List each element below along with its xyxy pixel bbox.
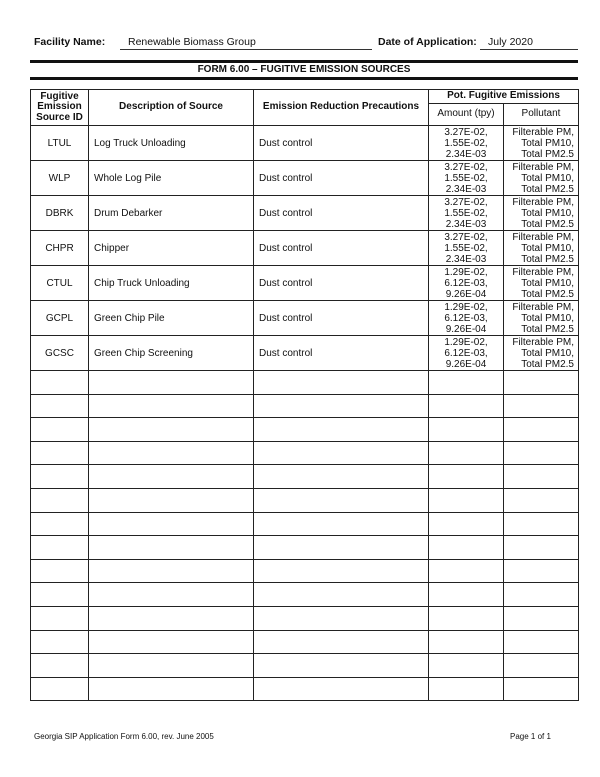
- date-of-application-field[interactable]: July 2020: [480, 36, 578, 50]
- blank-cell[interactable]: [429, 536, 504, 560]
- blank-table-row: [31, 583, 579, 607]
- blank-cell[interactable]: [429, 583, 504, 607]
- blank-cell[interactable]: [254, 441, 429, 465]
- source-id-cell[interactable]: CHPR: [31, 231, 89, 266]
- blank-cell[interactable]: [89, 654, 254, 678]
- pollutant-line: Filterable PM,: [512, 301, 574, 313]
- pollutant-line: Total PM2.5: [521, 358, 574, 370]
- source-id-cell[interactable]: GCSC: [31, 336, 89, 371]
- blank-cell[interactable]: [89, 559, 254, 583]
- pollutant-line: Total PM10,: [521, 347, 574, 359]
- source-id-cell[interactable]: GCPL: [31, 301, 89, 336]
- blank-table-row: [31, 418, 579, 442]
- blank-cell[interactable]: [504, 536, 579, 560]
- blank-table-row: [31, 441, 579, 465]
- blank-cell[interactable]: [429, 488, 504, 512]
- blank-cell[interactable]: [254, 677, 429, 701]
- blank-table-row: [31, 512, 579, 536]
- blank-cell[interactable]: [89, 606, 254, 630]
- facility-name-label: Facility Name:: [34, 36, 106, 48]
- amount-cell[interactable]: [429, 196, 504, 231]
- blank-cell[interactable]: [89, 677, 254, 701]
- pollutant-line: Filterable PM,: [512, 266, 574, 278]
- pollutant-cell[interactable]: [504, 266, 579, 301]
- amount-line: 6.12E-03,: [444, 277, 488, 289]
- blank-cell[interactable]: [89, 418, 254, 442]
- col-header-description: Description of Source: [89, 90, 254, 126]
- table-row: [31, 301, 579, 336]
- amount-line: 9.26E-04: [445, 288, 487, 300]
- blank-cell[interactable]: [31, 559, 89, 583]
- blank-cell[interactable]: [429, 465, 504, 489]
- blank-cell[interactable]: [31, 630, 89, 654]
- col-header-amount: Amount (tpy): [429, 104, 504, 126]
- blank-cell[interactable]: [254, 512, 429, 536]
- table-row: [31, 126, 579, 161]
- col-header-pot-fugitive-emissions: Pot. Fugitive Emissions: [429, 90, 579, 104]
- blank-cell[interactable]: [429, 371, 504, 395]
- amount-cell[interactable]: [429, 266, 504, 301]
- blank-table-row: [31, 465, 579, 489]
- blank-cell[interactable]: [89, 465, 254, 489]
- precautions-cell[interactable]: Dust control: [254, 231, 429, 266]
- amount-line: 1.29E-02,: [444, 266, 488, 278]
- col-header-pollutant: Pollutant: [504, 104, 579, 126]
- blank-table-row: [31, 606, 579, 630]
- blank-cell[interactable]: [31, 606, 89, 630]
- amount-line: 3.27E-02,: [444, 196, 488, 208]
- blank-cell[interactable]: [429, 677, 504, 701]
- pollutant-line: Total PM2.5: [521, 288, 574, 300]
- blank-cell[interactable]: [254, 371, 429, 395]
- amount-line: 1.55E-02,: [444, 172, 488, 184]
- table-row: [31, 196, 579, 231]
- amount-line: 1.55E-02,: [444, 207, 488, 219]
- blank-cell[interactable]: [504, 394, 579, 418]
- amount-line: 3.27E-02,: [444, 126, 488, 138]
- blank-cell[interactable]: [89, 488, 254, 512]
- description-cell[interactable]: Drum Debarker: [89, 196, 254, 231]
- source-id-cell[interactable]: DBRK: [31, 196, 89, 231]
- blank-cell[interactable]: [31, 418, 89, 442]
- pollutant-cell[interactable]: [504, 161, 579, 196]
- blank-cell[interactable]: [504, 418, 579, 442]
- amount-line: 6.12E-03,: [444, 347, 488, 359]
- blank-cell[interactable]: [254, 583, 429, 607]
- pollutant-line: Total PM10,: [521, 172, 574, 184]
- blank-table-row: [31, 488, 579, 512]
- blank-cell[interactable]: [504, 654, 579, 678]
- form-revision-footer: Georgia SIP Application Form 6.00, rev. June 2005: [34, 732, 214, 741]
- blank-cell[interactable]: [504, 465, 579, 489]
- amount-cell[interactable]: [429, 231, 504, 266]
- pollutant-line: Filterable PM,: [512, 161, 574, 173]
- amount-cell[interactable]: [429, 336, 504, 371]
- blank-table-row: [31, 630, 579, 654]
- blank-cell[interactable]: [254, 465, 429, 489]
- pollutant-cell[interactable]: [504, 126, 579, 161]
- blank-cell[interactable]: [504, 512, 579, 536]
- date-of-application-label: Date of Application:: [378, 36, 477, 48]
- amount-line: 6.12E-03,: [444, 312, 488, 324]
- blank-cell[interactable]: [254, 654, 429, 678]
- pollutant-line: Total PM10,: [521, 242, 574, 254]
- blank-cell[interactable]: [89, 630, 254, 654]
- pollutant-line: Total PM10,: [521, 277, 574, 289]
- blank-cell[interactable]: [429, 418, 504, 442]
- amount-line: 2.34E-03: [445, 148, 487, 160]
- description-cell[interactable]: Log Truck Unloading: [89, 126, 254, 161]
- fugitive-emissions-table: [30, 89, 579, 701]
- blank-table-row: [31, 371, 579, 395]
- facility-name-field[interactable]: Renewable Biomass Group: [120, 36, 372, 50]
- pollutant-line: Filterable PM,: [512, 336, 574, 348]
- amount-cell[interactable]: [429, 161, 504, 196]
- description-cell[interactable]: Whole Log Pile: [89, 161, 254, 196]
- amount-line: 2.34E-03: [445, 183, 487, 195]
- blank-cell[interactable]: [504, 677, 579, 701]
- form-title: FORM 6.00 – FUGITIVE EMISSION SOURCES: [197, 64, 411, 75]
- blank-cell[interactable]: [504, 441, 579, 465]
- blank-cell[interactable]: [254, 559, 429, 583]
- pollutant-line: Total PM10,: [521, 137, 574, 149]
- col-header-precautions: Emission Reduction Precautions: [254, 90, 429, 126]
- description-cell[interactable]: Chip Truck Unloading: [89, 266, 254, 301]
- blank-table-row: [31, 677, 579, 701]
- precautions-cell[interactable]: Dust control: [254, 336, 429, 371]
- blank-cell[interactable]: [504, 630, 579, 654]
- blank-cell[interactable]: [31, 583, 89, 607]
- pollutant-cell[interactable]: [504, 336, 579, 371]
- pollutant-line: Total PM2.5: [521, 183, 574, 195]
- blank-cell[interactable]: [504, 583, 579, 607]
- pollutant-line: Total PM2.5: [521, 253, 574, 265]
- blank-table-row: [31, 559, 579, 583]
- pollutant-line: Total PM2.5: [521, 323, 574, 335]
- amount-line: 9.26E-04: [445, 323, 487, 335]
- precautions-cell[interactable]: Dust control: [254, 196, 429, 231]
- pollutant-line: Total PM2.5: [521, 218, 574, 230]
- blank-cell[interactable]: [429, 512, 504, 536]
- amount-line: 9.26E-04: [445, 358, 487, 370]
- blank-cell[interactable]: [31, 371, 89, 395]
- precautions-cell[interactable]: Dust control: [254, 301, 429, 336]
- source-id-cell[interactable]: CTUL: [31, 266, 89, 301]
- pollutant-cell[interactable]: [504, 231, 579, 266]
- title-rule-top: [30, 60, 578, 63]
- blank-cell[interactable]: [254, 488, 429, 512]
- blank-cell[interactable]: [254, 536, 429, 560]
- blank-cell[interactable]: [504, 559, 579, 583]
- col-header-source-id: Fugitive Emission Source ID: [31, 90, 89, 126]
- description-cell[interactable]: Green Chip Pile: [89, 301, 254, 336]
- table-row: [31, 161, 579, 196]
- blank-cell[interactable]: [504, 606, 579, 630]
- amount-line: 1.29E-02,: [444, 301, 488, 313]
- blank-cell[interactable]: [89, 583, 254, 607]
- pollutant-line: Total PM2.5: [521, 148, 574, 160]
- blank-cell[interactable]: [429, 606, 504, 630]
- amount-cell[interactable]: [429, 301, 504, 336]
- precautions-cell[interactable]: Dust control: [254, 266, 429, 301]
- blank-cell[interactable]: [31, 677, 89, 701]
- table-row: [31, 336, 579, 371]
- precautions-cell[interactable]: Dust control: [254, 161, 429, 196]
- title-rule-bottom: [30, 77, 578, 80]
- blank-cell[interactable]: [31, 512, 89, 536]
- blank-cell[interactable]: [31, 465, 89, 489]
- form-header: [34, 36, 578, 52]
- blank-cell[interactable]: [31, 654, 89, 678]
- amount-line: 3.27E-02,: [444, 231, 488, 243]
- blank-cell[interactable]: [254, 418, 429, 442]
- blank-cell[interactable]: [254, 606, 429, 630]
- blank-cell[interactable]: [429, 441, 504, 465]
- amount-line: 3.27E-02,: [444, 161, 488, 173]
- blank-cell[interactable]: [89, 441, 254, 465]
- table-row: [31, 231, 579, 266]
- pollutant-line: Filterable PM,: [512, 231, 574, 243]
- pollutant-cell[interactable]: [504, 301, 579, 336]
- blank-cell[interactable]: [504, 488, 579, 512]
- source-id-cell[interactable]: LTUL: [31, 126, 89, 161]
- blank-cell[interactable]: [429, 654, 504, 678]
- blank-table-row: [31, 536, 579, 560]
- blank-cell[interactable]: [254, 630, 429, 654]
- blank-cell[interactable]: [429, 559, 504, 583]
- pollutant-cell[interactable]: [504, 196, 579, 231]
- amount-line: 2.34E-03: [445, 218, 487, 230]
- amount-line: 1.55E-02,: [444, 137, 488, 149]
- description-cell[interactable]: Green Chip Screening: [89, 336, 254, 371]
- pollutant-line: Filterable PM,: [512, 126, 574, 138]
- table-row: [31, 266, 579, 301]
- pollutant-line: Total PM10,: [521, 312, 574, 324]
- pollutant-line: Total PM10,: [521, 207, 574, 219]
- blank-cell[interactable]: [89, 371, 254, 395]
- blank-cell[interactable]: [429, 630, 504, 654]
- blank-cell[interactable]: [31, 536, 89, 560]
- page-number-footer: Page 1 of 1: [510, 732, 551, 741]
- blank-cell[interactable]: [429, 394, 504, 418]
- precautions-cell[interactable]: Dust control: [254, 126, 429, 161]
- blank-cell[interactable]: [89, 512, 254, 536]
- amount-line: 2.34E-03: [445, 253, 487, 265]
- blank-cell[interactable]: [31, 441, 89, 465]
- description-cell[interactable]: Chipper: [89, 231, 254, 266]
- amount-cell[interactable]: [429, 126, 504, 161]
- amount-line: 1.55E-02,: [444, 242, 488, 254]
- source-id-cell[interactable]: WLP: [31, 161, 89, 196]
- blank-cell[interactable]: [89, 536, 254, 560]
- blank-cell[interactable]: [254, 394, 429, 418]
- blank-table-row: [31, 394, 579, 418]
- blank-cell[interactable]: [31, 488, 89, 512]
- pollutant-line: Filterable PM,: [512, 196, 574, 208]
- blank-table-row: [31, 654, 579, 678]
- amount-line: 1.29E-02,: [444, 336, 488, 348]
- blank-cell[interactable]: [89, 394, 254, 418]
- blank-cell[interactable]: [504, 371, 579, 395]
- blank-cell[interactable]: [31, 394, 89, 418]
